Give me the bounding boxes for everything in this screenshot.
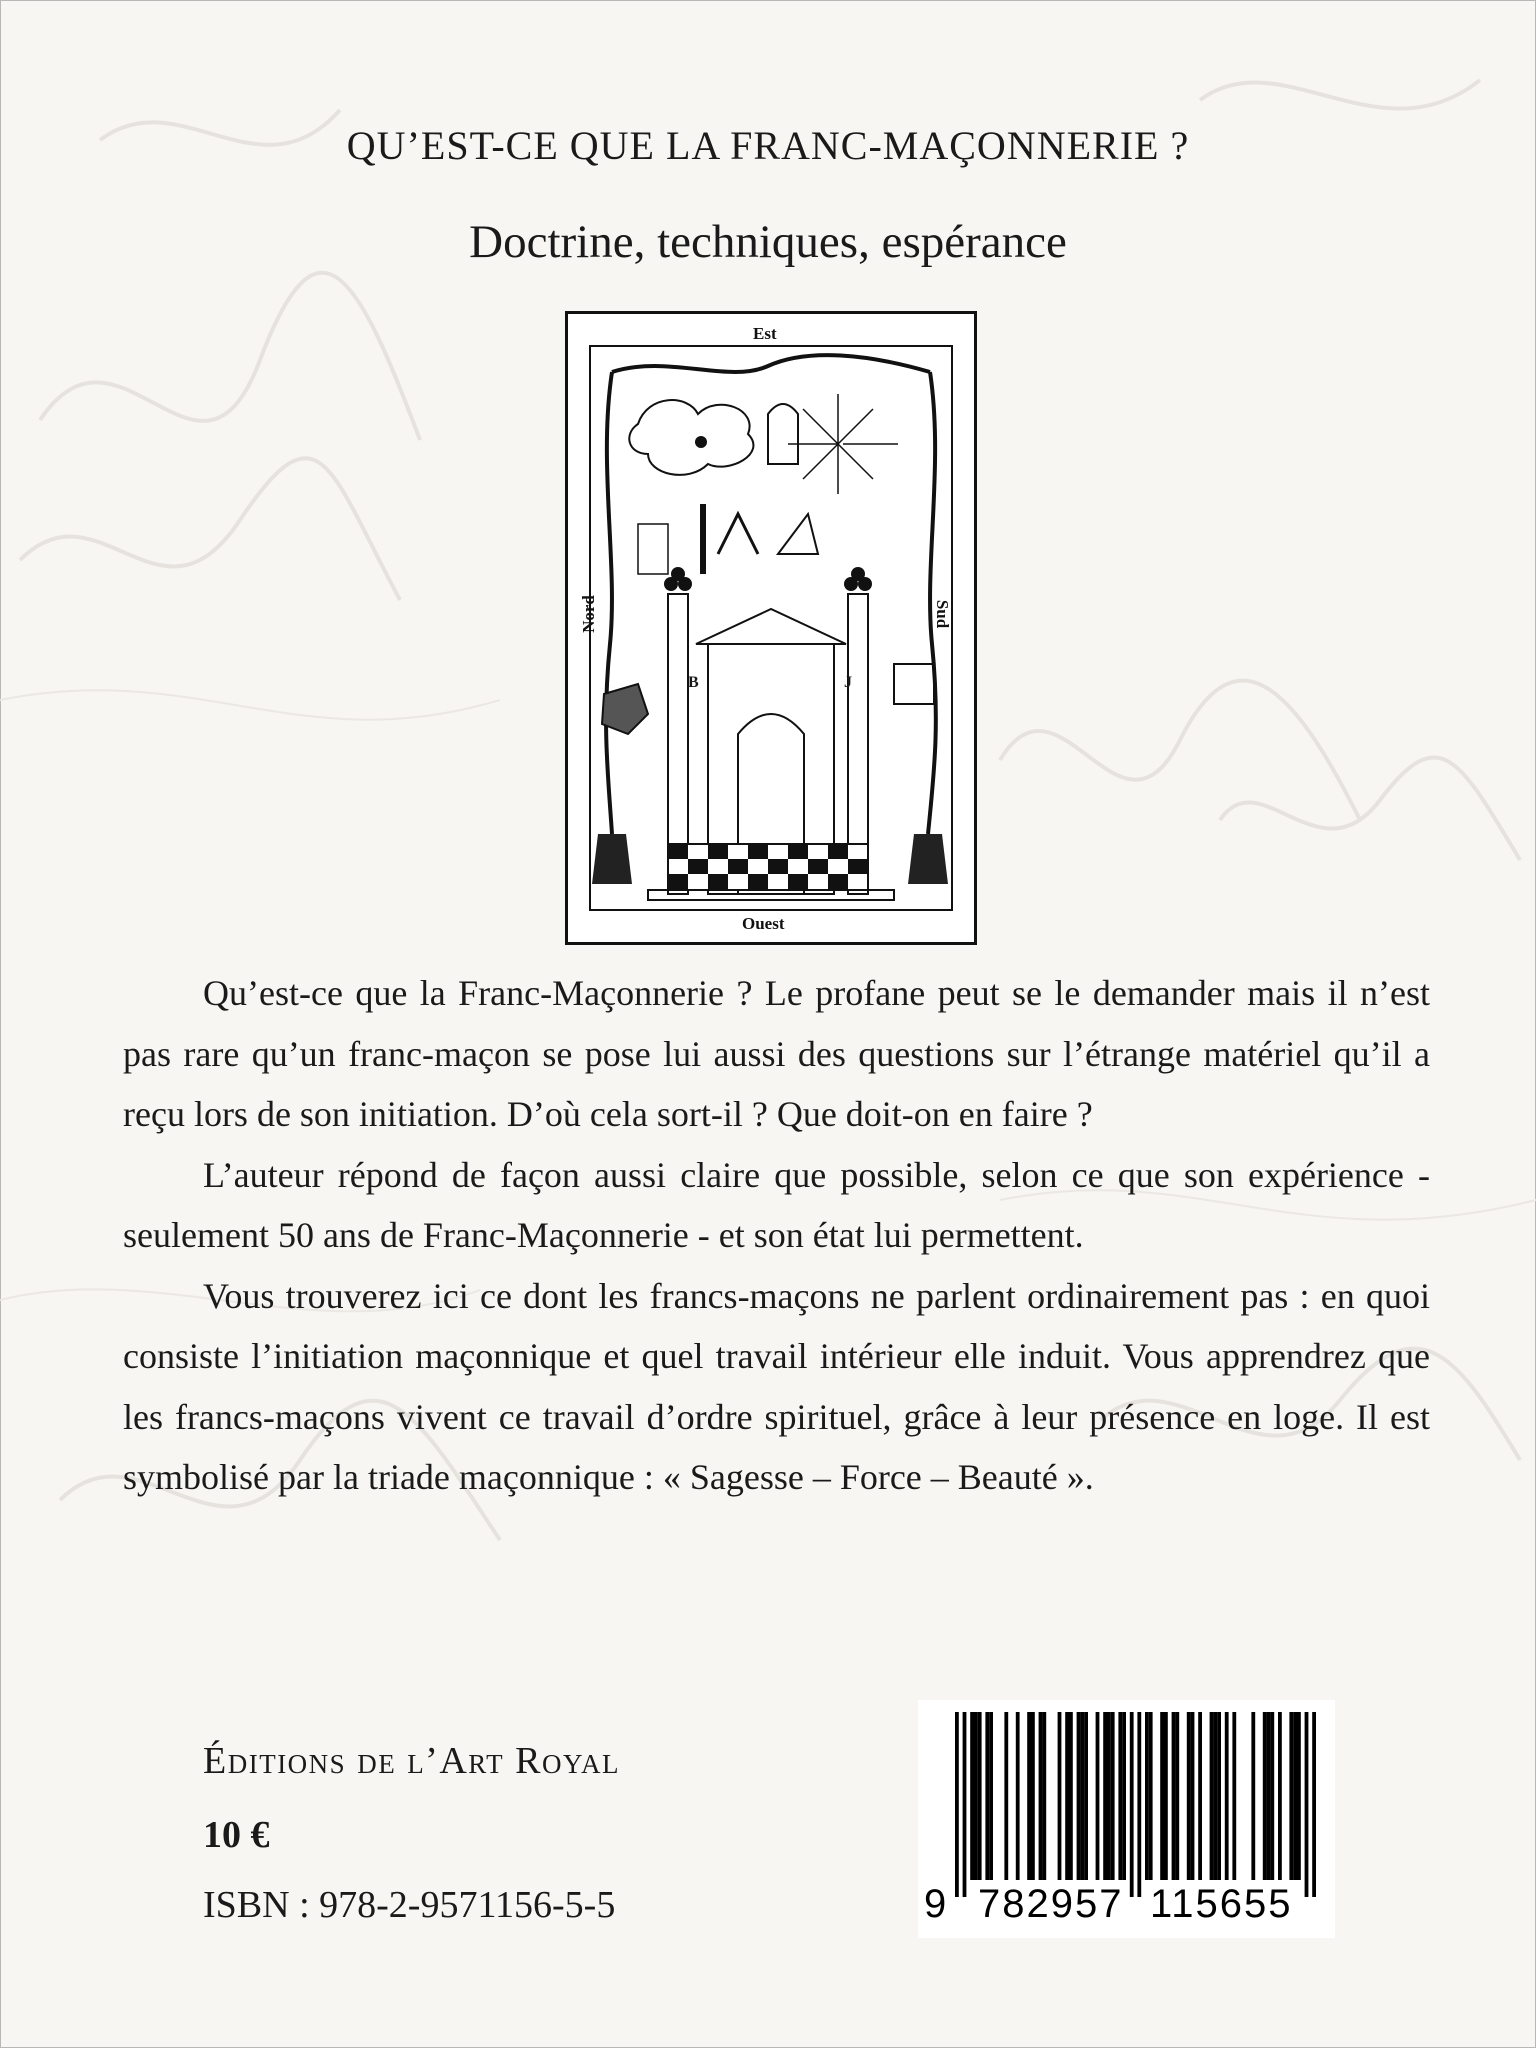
- book-subtitle: Doctrine, techniques, espérance: [469, 216, 1067, 268]
- barcode-bar: [1293, 1712, 1297, 1880]
- barcode-bar: [974, 1712, 978, 1880]
- barcode-bar: [1289, 1712, 1293, 1880]
- barcode-left-group: 782957: [978, 1882, 1124, 1926]
- barcode-bar: [1191, 1712, 1195, 1880]
- compass-label-north: Nord: [578, 595, 598, 633]
- barcode-bar: [1027, 1712, 1031, 1880]
- barcode-bar: [955, 1712, 959, 1897]
- barcode-bar: [1103, 1712, 1107, 1880]
- publisher-block: [203, 1735, 620, 1931]
- barcode-bar: [970, 1712, 974, 1880]
- barcode-bar: [1077, 1712, 1081, 1880]
- barcode-bar: [1130, 1712, 1134, 1897]
- blurb-paragraph: Qu’est-ce que la Franc-Maçonnerie ? Le profane peut se le demander mais il n’est pas rare qu’un franc-maçon se pose lui aussi des questions sur l’étrange matériel qu’il a reçu lors de son initiation. D’où cela sort-il ? Que doit-on en faire ?: [123, 973, 1430, 1134]
- barcode-right-group: 115655: [1150, 1882, 1293, 1926]
- barcode-bar: [1312, 1712, 1316, 1897]
- barcode-bar: [1232, 1712, 1236, 1880]
- barcode-bar: [1069, 1712, 1073, 1880]
- pillar-label-b: B: [688, 674, 699, 691]
- isbn: ISBN : 978-2-9571156-5-5: [203, 1884, 616, 1926]
- checkered-floor: [668, 844, 868, 890]
- barcode-bar: [1080, 1712, 1084, 1880]
- barcode-bar: [985, 1712, 989, 1880]
- barcode-bar: [1096, 1712, 1100, 1880]
- barcode-bar: [978, 1712, 982, 1880]
- back-cover-blurb: [123, 963, 1430, 1508]
- barcode-bar: [1084, 1712, 1088, 1880]
- barcode-bar: [1305, 1712, 1309, 1897]
- price: 10 €: [203, 1814, 270, 1856]
- compass-label-west: Ouest: [742, 914, 785, 933]
- barcode-bar: [1270, 1712, 1274, 1880]
- lodge-tracing-board-engraving: [565, 311, 977, 945]
- barcode-bar: [1031, 1712, 1035, 1880]
- barcode-bar: [1160, 1712, 1164, 1880]
- barcode-bar: [1004, 1712, 1008, 1880]
- barcode-bar: [1210, 1712, 1214, 1880]
- barcode-bar: [963, 1712, 967, 1897]
- barcode-bar: [1278, 1712, 1282, 1880]
- barcode-bar: [1058, 1712, 1062, 1880]
- barcode-bar: [1225, 1712, 1229, 1880]
- tracing-board-drawing: [568, 314, 974, 942]
- barcode-bar: [1016, 1712, 1020, 1880]
- blurb-paragraph: L’auteur répond de façon aussi claire que possible, selon ce que son expérience - seulement 50 ans de Franc-Maçonnerie - et son état lui permettent.: [123, 1154, 1430, 1255]
- barcode-bar: [1042, 1712, 1046, 1880]
- book-title: QU’EST-CE QUE LA FRANC-MAÇONNERIE ?: [346, 123, 1190, 168]
- barcode-bar: [1297, 1712, 1301, 1880]
- barcode-bar: [1175, 1712, 1179, 1880]
- isbn-barcode: [918, 1700, 1335, 1938]
- barcode-bar: [1107, 1712, 1111, 1880]
- barcode-bar: [989, 1712, 993, 1880]
- barcode-bar: [1263, 1712, 1267, 1880]
- barcode-bar: [1122, 1712, 1126, 1880]
- barcode-first-digit: 9: [924, 1882, 947, 1926]
- compass-label-south: Sud: [933, 599, 953, 629]
- barcode-bar: [1145, 1712, 1149, 1880]
- barcode-bar: [1267, 1712, 1271, 1880]
- barcode-bar: [1187, 1712, 1191, 1880]
- barcode-bar: [1137, 1712, 1141, 1897]
- barcode-bar: [1111, 1712, 1115, 1880]
- barcode-bar: [1164, 1712, 1168, 1880]
- barcode-bar: [1251, 1712, 1255, 1880]
- compass-label-east: Est: [753, 324, 777, 343]
- barcode-bar: [1149, 1712, 1153, 1880]
- publisher-name: Éditions de l’Art Royal: [203, 1740, 621, 1782]
- barcode-bar: [1039, 1712, 1043, 1880]
- barcode-bar: [1213, 1712, 1217, 1880]
- barcode-bar: [1065, 1712, 1069, 1880]
- barcode-bar: [1217, 1712, 1221, 1880]
- barcode-bar: [1198, 1712, 1202, 1880]
- barcode-bar: [1172, 1712, 1176, 1880]
- pillar-label-j: J: [844, 674, 852, 691]
- blurb-paragraph: Vous trouverez ici ce dont les francs-maçons ne parlent ordinairement pas : en quoi consiste l’initiation maçonnique et quel travail intérieur elle induit. Vous apprendrez que les francs-maçons vivent ce travail d’ordre spirituel, grâce à leur présence en loge. Il est symbolisé par la triade maçonnique : « Sagesse – Force – Beauté ».: [123, 1275, 1430, 1497]
- barcode-bar: [1118, 1712, 1122, 1880]
